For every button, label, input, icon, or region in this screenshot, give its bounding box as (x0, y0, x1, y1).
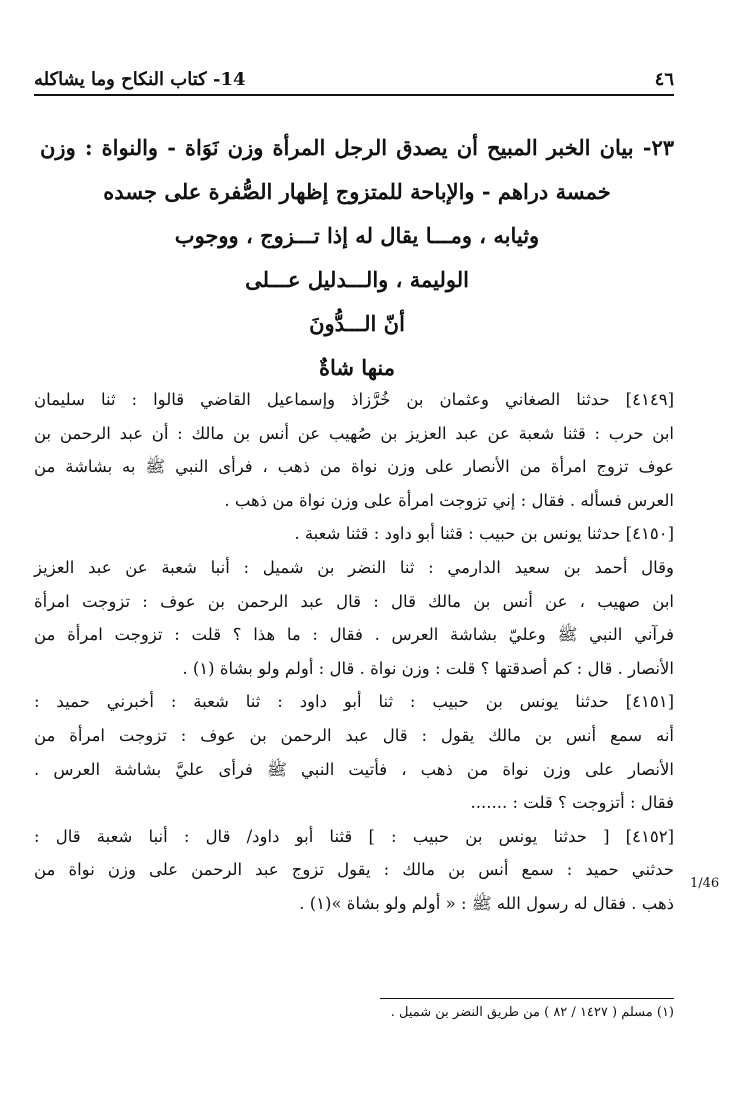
text-line: ذهب . فقال له رسول الله ﷺ : « أولم ولو بشاة »(١) . (299, 893, 674, 913)
heading-line: أنّ الـــدُّونَ (309, 311, 405, 336)
text-line: العرس فسأله . فقال : إني تزوجت امرأة على وزن نواة من ذهب . (224, 490, 674, 510)
running-header (34, 64, 674, 96)
text-line: ابن صهيب ، عن أنس بن مالك قال : قال عبد الرحمن بن عوف : تزوجت امرأة (34, 591, 674, 611)
text-line: الأنصار على وزن نواة من ذهب ، فأتيت النبي ﷺ فرأى عليَّ بشاشة العرس . (34, 759, 674, 779)
text-line: عوف تزوج امرأة من الأنصار على وزن نواة من ذهب ، فرأى النبي ﷺ به بشاشة من (34, 457, 674, 477)
chapter-title: 14- كتاب النكاح وما يشاكله (34, 68, 246, 90)
text-line: حدثني حميد : سمع أنس بن مالك : يقول تزوج عبد الرحمن على وزن نواة من (34, 860, 674, 880)
text-line: [٤١٥٢] [ حدثنا يونس بن حبيب : ] قثنا أبو داود/ قال : أنبا شعبة قال : (34, 826, 674, 846)
heading-line: وثيابه ، ومـــا يقال له إذا تـــزوج ، ووجوب (174, 223, 540, 248)
text-line: أنه سمع أنس بن مالك يقول : قال عبد الرحمن بن عوف : تزوجت امرأة من (34, 725, 674, 745)
text-line: [٤١٥٠] حدثنا يونس بن حبيب : قثنا أبو داود : قثنا شعبة . (294, 524, 674, 544)
text-line: [٤١٤٩] حدثنا الصغاني وعثمان بن خُرَّزاذ وإسماعيل القاضي قالوا : ثنا سليمان (34, 390, 674, 409)
heading-line: خمسة دراهم - والإباحة للمتزوج إظهار الصُّفرة على جسده (103, 179, 611, 204)
heading-line: ٢٣- بيان الخبر المبيح أن يصدق الرجل المرأة وزن نَوَاة - والنواة : وزن (40, 135, 674, 160)
hadith-4149 (34, 383, 674, 517)
text-line: وقال أحمد بن سعيد الدارمي : ثنا النضر بن شميل : أنبا شعبة عن عبد العزيز (34, 557, 674, 577)
section-heading (40, 126, 674, 390)
footnote-divider (380, 998, 674, 999)
text-line: الأنصار . قال : كم أصدقتها ؟ قلت : وزن نواة . قال : أولم ولو بشاة (١) . (182, 658, 674, 678)
text-line: [٤١٥١] حدثنا يونس بن حبيب : ثنا أبو داود : ثنا شعبة : أخبرني حميد : (34, 692, 674, 712)
text-line: ابن حرب : قثنا شعبة عن عبد العزيز بن صُهيب عن أنس بن مالك : أن عبد الرحمن بن (34, 423, 674, 443)
text-line: فقال : أتزوجت ؟ قلت : ....... (470, 793, 674, 813)
hadith-4150-continued (34, 551, 674, 685)
hadith-4150 (34, 517, 674, 551)
page-number: ٤٦ (654, 68, 674, 90)
text-line: فرآني النبي ﷺ وعليّ بشاشة العرس . فقال : ما هذا ؟ قلت : تزوجت امرأة من (34, 625, 674, 645)
heading-line: الوليمة ، والـــدليل عـــلى (245, 267, 469, 292)
hadith-body (34, 383, 674, 921)
heading-line: منها شاةٌ (319, 355, 395, 380)
hadith-4152 (34, 820, 674, 921)
hadith-4151 (34, 685, 674, 819)
footnote: (١) مسلم ( ١٤٢٧ / ٨٢ ) من طريق النضر بن شميل . (390, 1005, 674, 1020)
manuscript-folio-note: 1/46 (690, 876, 720, 891)
